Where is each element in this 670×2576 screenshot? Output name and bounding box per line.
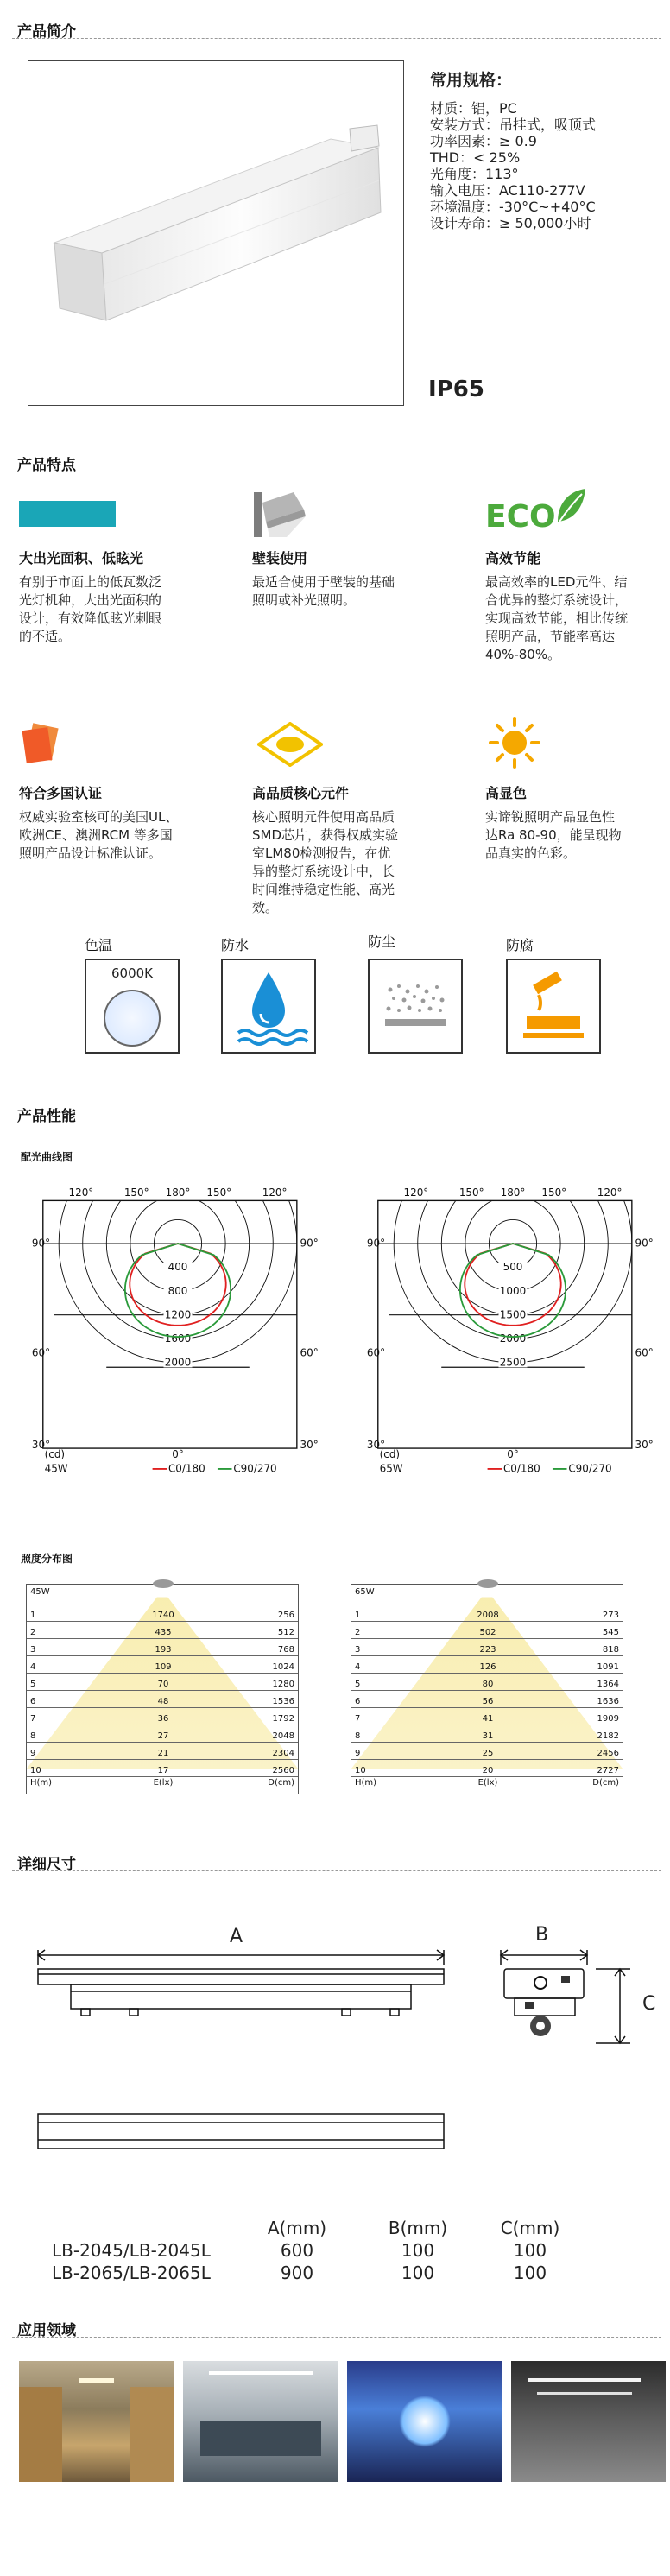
dustproof-icon xyxy=(368,959,463,1054)
angle-label: 120° xyxy=(597,1186,623,1199)
diameter-value: 1280 xyxy=(272,1680,294,1689)
feature-desc-line: 欧洲CE、澳洲RCM 等多国 xyxy=(19,827,173,843)
property-label: 防尘 xyxy=(368,934,396,950)
illuminance-value: 41 xyxy=(482,1714,494,1724)
height-value: 8 xyxy=(30,1731,36,1741)
illuminance-value: 126 xyxy=(479,1662,496,1672)
angle-label: 60° xyxy=(300,1346,319,1359)
ip-rating: IP65 xyxy=(428,377,484,402)
spec-thd: THD：< 25% xyxy=(430,149,521,166)
dimension-value: 900 xyxy=(280,2263,314,2283)
diameter-value: 1792 xyxy=(272,1714,294,1724)
feature-desc-line: 最高效率的LED元件、结 xyxy=(485,574,628,590)
diameter-value: 545 xyxy=(602,1628,619,1637)
radial-tick-label: 1200 xyxy=(164,1308,192,1321)
illuminance-gridline xyxy=(351,1673,623,1674)
angle-label: 90° xyxy=(635,1237,654,1250)
illuminance-value: 80 xyxy=(482,1680,494,1689)
radial-tick-label: 400 xyxy=(168,1261,188,1274)
application-image-factory xyxy=(183,2361,338,2482)
angle-label: 90° xyxy=(300,1237,319,1250)
radial-tick-label: 2500 xyxy=(499,1356,527,1369)
illuminance-value: 2008 xyxy=(477,1611,499,1620)
angle-label: 150° xyxy=(123,1186,149,1199)
feature-desc-line: 合优异的整灯系统设计， xyxy=(485,592,629,608)
illuminance-value: 70 xyxy=(157,1680,169,1689)
illuminance-column-header: D(cm) xyxy=(268,1778,294,1788)
polar-chart-65w xyxy=(349,1185,670,1478)
unit-label: (cd) xyxy=(379,1448,401,1461)
dimension-label-b: B xyxy=(535,1924,549,1946)
height-value: 1 xyxy=(355,1611,361,1620)
radial-tick-label: 1500 xyxy=(499,1308,527,1321)
height-value: 6 xyxy=(355,1697,361,1706)
height-value: 2 xyxy=(30,1628,36,1637)
feature-desc-line: 照明产品，节能率高达 xyxy=(485,629,616,644)
height-value: 4 xyxy=(30,1662,36,1672)
angle-label: 30° xyxy=(31,1439,51,1452)
illuminance-value: 36 xyxy=(157,1714,169,1724)
illuminance-value: 502 xyxy=(479,1628,496,1637)
illuminance-gridline xyxy=(27,1621,298,1622)
angle-label: 120° xyxy=(262,1186,288,1199)
radial-tick-label: 800 xyxy=(168,1284,188,1297)
illuminance-model: 45W xyxy=(30,1587,50,1597)
spec-power-factor: 功率因素：≥ 0.9 xyxy=(430,133,537,149)
feature-desc-line: 权威实验室核可的美国UL、 xyxy=(19,809,179,825)
sun-icon xyxy=(489,717,540,772)
feature-title: 高显色 xyxy=(485,785,528,801)
feature-desc-line: 达Ra 80-90，能呈现物 xyxy=(485,827,622,843)
illuminance-column-header: H(m) xyxy=(355,1778,377,1788)
illuminance-gridline xyxy=(351,1742,623,1743)
height-value: 3 xyxy=(355,1645,361,1655)
radial-tick-label: 1600 xyxy=(164,1332,192,1345)
illuminance-column-header: E(lx) xyxy=(477,1778,498,1788)
illuminance-value: 109 xyxy=(155,1662,172,1672)
diameter-value: 2304 xyxy=(272,1749,294,1758)
specs-list xyxy=(430,100,596,231)
radial-tick-label: 2000 xyxy=(499,1332,527,1345)
feature-desc-line: 照明或补光照明。 xyxy=(252,592,357,608)
dimension-header: C(mm) xyxy=(500,2218,560,2238)
section-title-performance: 产品性能 xyxy=(17,1108,76,1125)
spec-material: 材质：铝，PC xyxy=(430,100,517,117)
illuminance-value: 56 xyxy=(482,1697,494,1706)
dimension-value: 100 xyxy=(401,2240,435,2261)
illuminance-gridline xyxy=(27,1776,298,1777)
height-value: 8 xyxy=(355,1731,361,1741)
feature-desc-line: 室LM80检测报告，在优 xyxy=(252,845,391,861)
anticorrosion-icon xyxy=(506,959,601,1054)
chip-icon xyxy=(257,722,323,770)
application-image-tunnel xyxy=(347,2361,502,2482)
illuminance-value: 21 xyxy=(157,1749,169,1758)
illuminance-value: 193 xyxy=(155,1645,172,1655)
feature-desc xyxy=(252,573,451,610)
polar-chart-title: 配光曲线图 xyxy=(21,1151,73,1163)
illuminance-value: 27 xyxy=(157,1731,169,1741)
dimension-label-a: A xyxy=(230,1926,243,1947)
model-label: 65W xyxy=(379,1462,403,1475)
certificate-icon xyxy=(21,722,64,769)
feature-desc-line: 时间维持稳定性能、高光 xyxy=(252,882,395,897)
diameter-value: 1091 xyxy=(597,1662,619,1672)
svg-text:ECO: ECO xyxy=(485,499,556,535)
feature-desc-line: 核心照明元件使用高品质 xyxy=(252,809,395,825)
section-divider xyxy=(12,38,661,39)
diameter-value: 1364 xyxy=(597,1680,619,1689)
illuminance-gridline xyxy=(351,1638,623,1639)
spec-voltage: 输入电压：AC110-277V xyxy=(430,182,585,199)
diameter-value: 2182 xyxy=(597,1731,619,1741)
feature-desc-line: 实现高效节能，相比传统 xyxy=(485,611,629,626)
feature-desc-line: 异的整灯系统设计中，长 xyxy=(252,864,395,879)
diameter-value: 1536 xyxy=(272,1697,294,1706)
dimension-header: A(mm) xyxy=(267,2218,327,2238)
diameter-value: 2456 xyxy=(597,1749,619,1758)
illuminance-gridline xyxy=(351,1655,623,1656)
illuminance-table-45w xyxy=(26,1584,299,1794)
radial-tick-label: 500 xyxy=(502,1261,523,1274)
illuminance-column-header: H(m) xyxy=(30,1778,53,1788)
property-label: 防腐 xyxy=(506,937,534,953)
illuminance-value: 17 xyxy=(157,1766,169,1775)
section-title-intro: 产品简介 xyxy=(17,23,76,41)
illuminance-column-header: E(lx) xyxy=(153,1778,174,1788)
illuminance-chart-title: 照度分布图 xyxy=(21,1553,73,1565)
feature-desc-line: 照明产品设计标准认证。 xyxy=(19,845,162,861)
feature-desc xyxy=(485,573,667,664)
product-image xyxy=(28,60,404,406)
dimension-label-c: C xyxy=(642,1993,656,2015)
height-value: 1 xyxy=(30,1611,36,1620)
diameter-value: 256 xyxy=(277,1611,294,1620)
feature-desc-line: 光灯机种，大出光面积的 xyxy=(19,592,162,608)
dimension-value: 100 xyxy=(513,2240,547,2261)
feature-desc-line: 品真实的色彩。 xyxy=(485,845,577,861)
height-value: 3 xyxy=(30,1645,36,1655)
illuminance-value: 31 xyxy=(482,1731,494,1741)
height-value: 10 xyxy=(30,1766,41,1775)
angle-label: 120° xyxy=(68,1186,94,1199)
spec-install: 安装方式：吊挂式，吸顶式 xyxy=(430,117,597,133)
waterproof-icon xyxy=(221,959,316,1054)
height-value: 7 xyxy=(30,1714,36,1724)
color-temp-value: 6000K xyxy=(111,965,153,981)
illuminance-column-header: D(cm) xyxy=(592,1778,619,1788)
lamp-icon xyxy=(153,1579,174,1588)
angle-label: 150° xyxy=(458,1186,484,1199)
illuminance-gridline xyxy=(351,1707,623,1708)
feature-title: 壁装使用 xyxy=(252,550,308,566)
illuminance-value: 223 xyxy=(479,1645,496,1655)
angle-label: 120° xyxy=(403,1186,429,1199)
dimension-value: 600 xyxy=(280,2240,314,2261)
dimension-drawing xyxy=(0,1924,670,2169)
illuminance-gridline xyxy=(27,1690,298,1691)
angle-label: 30° xyxy=(366,1439,386,1452)
illuminance-value: 20 xyxy=(482,1766,494,1775)
section-divider xyxy=(12,1870,661,1871)
illuminance-gridline xyxy=(27,1655,298,1656)
unit-label: (cd) xyxy=(44,1448,66,1461)
legend-label: C90/270 xyxy=(568,1462,612,1475)
property-label: 色温 xyxy=(85,937,113,953)
feature-desc xyxy=(252,808,451,917)
angle-label: 0° xyxy=(172,1448,184,1461)
illuminance-value: 435 xyxy=(155,1628,172,1637)
polar-chart-45w xyxy=(14,1185,342,1478)
feature-title: 大出光面积、低眩光 xyxy=(19,550,144,566)
angle-label: 150° xyxy=(206,1186,232,1199)
height-value: 5 xyxy=(30,1680,36,1689)
angle-label: 90° xyxy=(366,1237,386,1250)
angle-label: 30° xyxy=(635,1439,654,1452)
diameter-value: 273 xyxy=(602,1611,619,1620)
dimension-model: LB-2065/LB-2065L xyxy=(52,2263,211,2283)
feature-desc-line: 最适合使用于壁装的基础 xyxy=(252,574,395,590)
light-bar-icon xyxy=(19,501,116,527)
illuminance-value: 1740 xyxy=(152,1611,174,1620)
spec-beam-angle: 光角度：113° xyxy=(430,166,519,182)
application-image-warehouse xyxy=(19,2361,174,2482)
radial-tick-label: 1000 xyxy=(499,1284,527,1297)
feature-desc-line: 效。 xyxy=(252,900,279,915)
diameter-value: 2048 xyxy=(272,1731,294,1741)
feature-title: 符合多国认证 xyxy=(19,785,103,801)
diameter-value: 512 xyxy=(277,1628,294,1637)
illuminance-value: 25 xyxy=(482,1749,494,1758)
feature-desc xyxy=(19,573,218,646)
dimension-header: B(mm) xyxy=(388,2218,448,2238)
illuminance-gridline xyxy=(27,1673,298,1674)
illuminance-gridline xyxy=(27,1759,298,1760)
section-title-applications: 应用领域 xyxy=(17,2322,76,2339)
illuminance-gridline xyxy=(27,1638,298,1639)
spec-temperature: 环境温度：-30°C~+40°C xyxy=(430,199,596,215)
feature-desc-line: 40%-80%。 xyxy=(485,647,561,662)
diameter-value: 1909 xyxy=(597,1714,619,1724)
illuminance-gridline xyxy=(351,1759,623,1760)
radial-tick-label: 2000 xyxy=(164,1356,192,1369)
diameter-value: 818 xyxy=(602,1645,619,1655)
angle-label: 60° xyxy=(366,1346,386,1359)
feature-desc-line: 的不适。 xyxy=(19,629,72,644)
angle-label: 60° xyxy=(635,1346,654,1359)
height-value: 7 xyxy=(355,1714,361,1724)
feature-title: 高效节能 xyxy=(485,550,541,566)
section-title-dimensions: 详细尺寸 xyxy=(17,1856,76,1873)
dimension-model: LB-2045/LB-2045L xyxy=(52,2240,211,2261)
illuminance-gridline xyxy=(351,1776,623,1777)
height-value: 9 xyxy=(30,1749,36,1758)
feature-desc xyxy=(485,808,667,863)
specs-title: 常用规格： xyxy=(430,71,513,90)
diameter-value: 2727 xyxy=(597,1766,619,1775)
lamp-icon xyxy=(477,1579,498,1588)
diameter-value: 2560 xyxy=(272,1766,294,1775)
diameter-value: 1636 xyxy=(597,1697,619,1706)
feature-desc xyxy=(19,808,226,863)
property-label: 防水 xyxy=(221,937,250,953)
dimension-value: 100 xyxy=(401,2263,435,2283)
illuminance-table-65w xyxy=(351,1584,623,1794)
angle-label: 30° xyxy=(300,1439,319,1452)
spec-lifetime: 设计寿命：≥ 50,000小时 xyxy=(430,215,591,231)
section-title-features: 产品特点 xyxy=(17,457,76,474)
height-value: 2 xyxy=(355,1628,361,1637)
height-value: 6 xyxy=(30,1697,36,1706)
angle-label: 180° xyxy=(165,1186,191,1199)
legend-label: C0/180 xyxy=(168,1462,205,1475)
eco-icon xyxy=(484,484,587,539)
height-value: 10 xyxy=(355,1766,366,1775)
illuminance-gridline xyxy=(27,1742,298,1743)
angle-label: 180° xyxy=(500,1186,526,1199)
illuminance-gridline xyxy=(27,1707,298,1708)
illuminance-gridline xyxy=(351,1690,623,1691)
feature-desc-line: 有别于市面上的低瓦数泛 xyxy=(19,574,162,590)
model-label: 45W xyxy=(44,1462,68,1475)
height-value: 9 xyxy=(355,1749,361,1758)
feature-desc-line: 实谛锐照明产品显色性 xyxy=(485,809,616,825)
height-value: 5 xyxy=(355,1680,361,1689)
angle-label: 150° xyxy=(541,1186,567,1199)
dimension-value: 100 xyxy=(513,2263,547,2283)
application-image-parking-garage xyxy=(511,2361,666,2482)
legend-label: C0/180 xyxy=(502,1462,540,1475)
angle-label: 60° xyxy=(31,1346,51,1359)
illuminance-gridline xyxy=(351,1621,623,1622)
diameter-value: 768 xyxy=(277,1645,294,1655)
diameter-value: 1024 xyxy=(272,1662,294,1672)
color-temp-icon xyxy=(85,959,180,1054)
section-divider xyxy=(12,2337,661,2338)
wall-mount-icon xyxy=(252,491,313,542)
feature-title: 高品质核心元件 xyxy=(252,785,350,801)
feature-desc-line: SMD芯片，获得权威实验 xyxy=(252,827,399,843)
feature-desc-line: 设计，有效降低眩光刺眼 xyxy=(19,611,162,626)
angle-label: 0° xyxy=(507,1448,519,1461)
height-value: 4 xyxy=(355,1662,361,1672)
angle-label: 90° xyxy=(31,1237,51,1250)
legend-label: C90/270 xyxy=(233,1462,277,1475)
illuminance-model: 65W xyxy=(355,1587,375,1597)
illuminance-value: 48 xyxy=(157,1697,169,1706)
